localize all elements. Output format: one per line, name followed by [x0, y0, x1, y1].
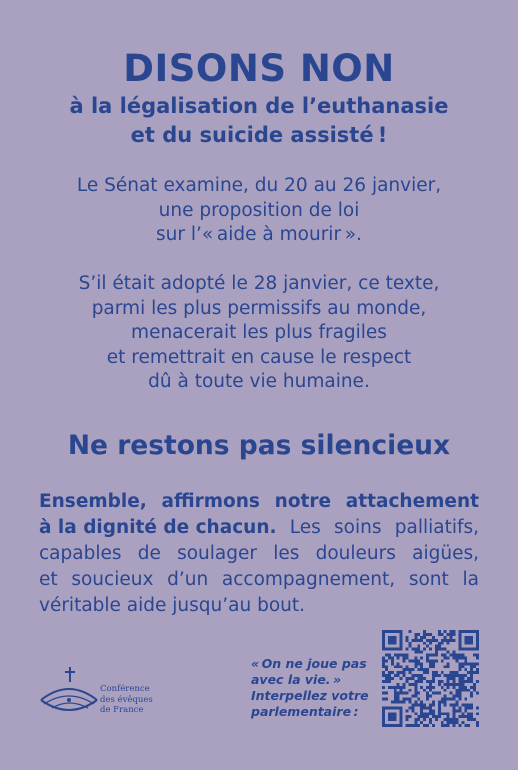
- org-line: de France: [100, 705, 144, 715]
- word: accompagnement,: [221, 569, 396, 590]
- word: d’un: [167, 569, 209, 590]
- word: soucieux: [71, 569, 154, 590]
- bold-phrase: à la dignité de chacun.: [39, 517, 277, 538]
- call-to-action: [251, 656, 369, 720]
- word: palliatifs,: [394, 517, 479, 538]
- org-line: Conférence: [100, 684, 150, 694]
- subtitle-line: à la légalisation de l’euthanasie: [69, 94, 449, 118]
- paragraph-line: sur l’« aide à mourir ».: [156, 224, 362, 245]
- word: Ensemble,: [39, 491, 147, 512]
- body-line-2: [39, 515, 479, 541]
- body-line-4: [39, 567, 479, 593]
- word: et: [39, 569, 58, 590]
- word: sont: [408, 569, 449, 590]
- word: les: [273, 543, 300, 564]
- word: aigües,: [412, 543, 479, 564]
- word: attachement: [345, 491, 479, 512]
- word: affirmons: [161, 491, 260, 512]
- body-text: [39, 489, 479, 619]
- paragraph-senat: [0, 174, 518, 248]
- body-line-1: [39, 489, 479, 515]
- cta-line: parlementaire :: [251, 704, 359, 719]
- paragraph-line: et remettrait en cause le respect: [106, 346, 412, 368]
- paragraph-line: dû à toute vie humaine.: [148, 371, 370, 392]
- word: soulager: [177, 543, 257, 564]
- word: capables: [39, 543, 122, 564]
- body-line-3: [39, 541, 479, 567]
- paragraph-line: S’il était adopté le 28 janvier, ce texte,: [78, 273, 440, 294]
- subtitle: [0, 92, 518, 150]
- paragraph-line: une proposition de loi: [158, 199, 360, 221]
- word: soins: [334, 517, 382, 538]
- cef-logo-icon: [38, 664, 100, 726]
- word: douleurs: [315, 543, 396, 564]
- subtitle-line: et du suicide assisté !: [130, 123, 388, 147]
- qr-code-icon[interactable]: [382, 630, 479, 727]
- cta-line: avec la vie. »: [251, 672, 342, 687]
- paragraph-line: parmi les plus permissifs au monde,: [91, 297, 427, 319]
- cta-line: « On ne joue pas: [251, 656, 367, 671]
- paragraph-adoption: [0, 272, 518, 395]
- headline: DISONS NON: [123, 47, 395, 90]
- body-line-5: véritable aide jusqu’au bout.: [39, 595, 306, 616]
- word: la: [462, 569, 479, 590]
- org-line: des évêques: [100, 694, 153, 705]
- paragraph-line: Le Sénat examine, du 20 au 26 janvier,: [76, 175, 442, 196]
- cta-line: Interpellez votre: [251, 688, 369, 703]
- word: de: [137, 543, 161, 564]
- section-heading: Ne restons pas silencieux: [67, 430, 451, 461]
- word: notre: [274, 491, 332, 512]
- word: Les: [289, 517, 321, 538]
- organization-name: [100, 684, 153, 716]
- paragraph-line: menacerait les plus fragiles: [131, 322, 387, 343]
